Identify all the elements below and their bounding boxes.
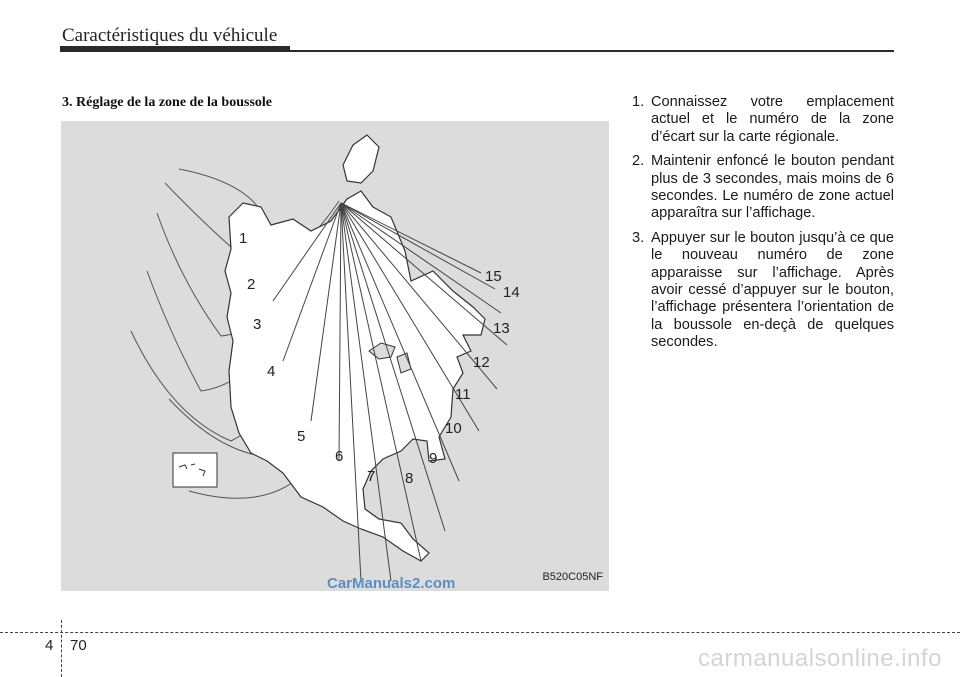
step-text: Maintenir enfoncé le bouton pendant plus de 3 secondes, mais moins de 6 secondes. Le numéro de zone actuel apparaîtra sur l’affichage. (651, 153, 894, 222)
zone-label-4: 4 (267, 363, 276, 380)
step-number: 1. (632, 94, 645, 110)
zone-label-1: 1 (239, 230, 248, 247)
chapter-number: 4 (45, 637, 54, 654)
figure-watermark: CarManuals2.com (327, 575, 456, 591)
map-svg (61, 121, 609, 591)
zone-label-9: 9 (429, 450, 438, 467)
instruction-steps (632, 94, 894, 359)
step-1 (632, 94, 894, 146)
zone-label-3: 3 (253, 316, 262, 333)
site-watermark: carmanualsonline.info (698, 645, 942, 672)
hawaii-inset (173, 453, 217, 487)
zone-label-7: 7 (367, 468, 376, 485)
header-title: Caractéristiques du véhicule (62, 25, 278, 46)
compass-zone-map (61, 121, 609, 591)
step-3 (632, 230, 894, 352)
zone-label-11: 11 (455, 386, 471, 403)
zone-label-2: 2 (247, 276, 256, 293)
page-number: 70 (70, 637, 87, 654)
zone-label-13: 13 (493, 320, 510, 337)
zone-label-12: 12 (473, 354, 490, 371)
step-2 (632, 153, 894, 223)
zone-label-6: 6 (335, 448, 344, 465)
footer-rule (0, 632, 960, 633)
step-number: 3. (632, 229, 645, 246)
zone-label-10: 10 (445, 420, 462, 437)
footer-divider (61, 620, 62, 677)
figure-code: B520C05NF (542, 571, 603, 583)
header-rule (60, 50, 894, 52)
zone-label-15: 15 (485, 268, 502, 285)
greenland-outline (343, 135, 379, 183)
step-text: Connaissez votre emplacement actuel et le numéro de la zone d’écart sur la carte régionale. (651, 94, 894, 145)
section-title: 3. Réglage de la zone de la boussole (62, 95, 272, 110)
zone-label-8: 8 (405, 470, 414, 487)
step-number: 2. (632, 153, 645, 170)
zone-label-14: 14 (503, 284, 520, 301)
step-text: Appuyer sur le bouton jusqu’à ce que le nouveau numéro de zone apparaisse sur l’affichage. Après avoir cessé d’appuyer sur le bouton, l’affichage présentera l’orientation de la boussole en-deçà de quelques secondes. (651, 229, 894, 351)
zone-label-5: 5 (297, 428, 306, 445)
